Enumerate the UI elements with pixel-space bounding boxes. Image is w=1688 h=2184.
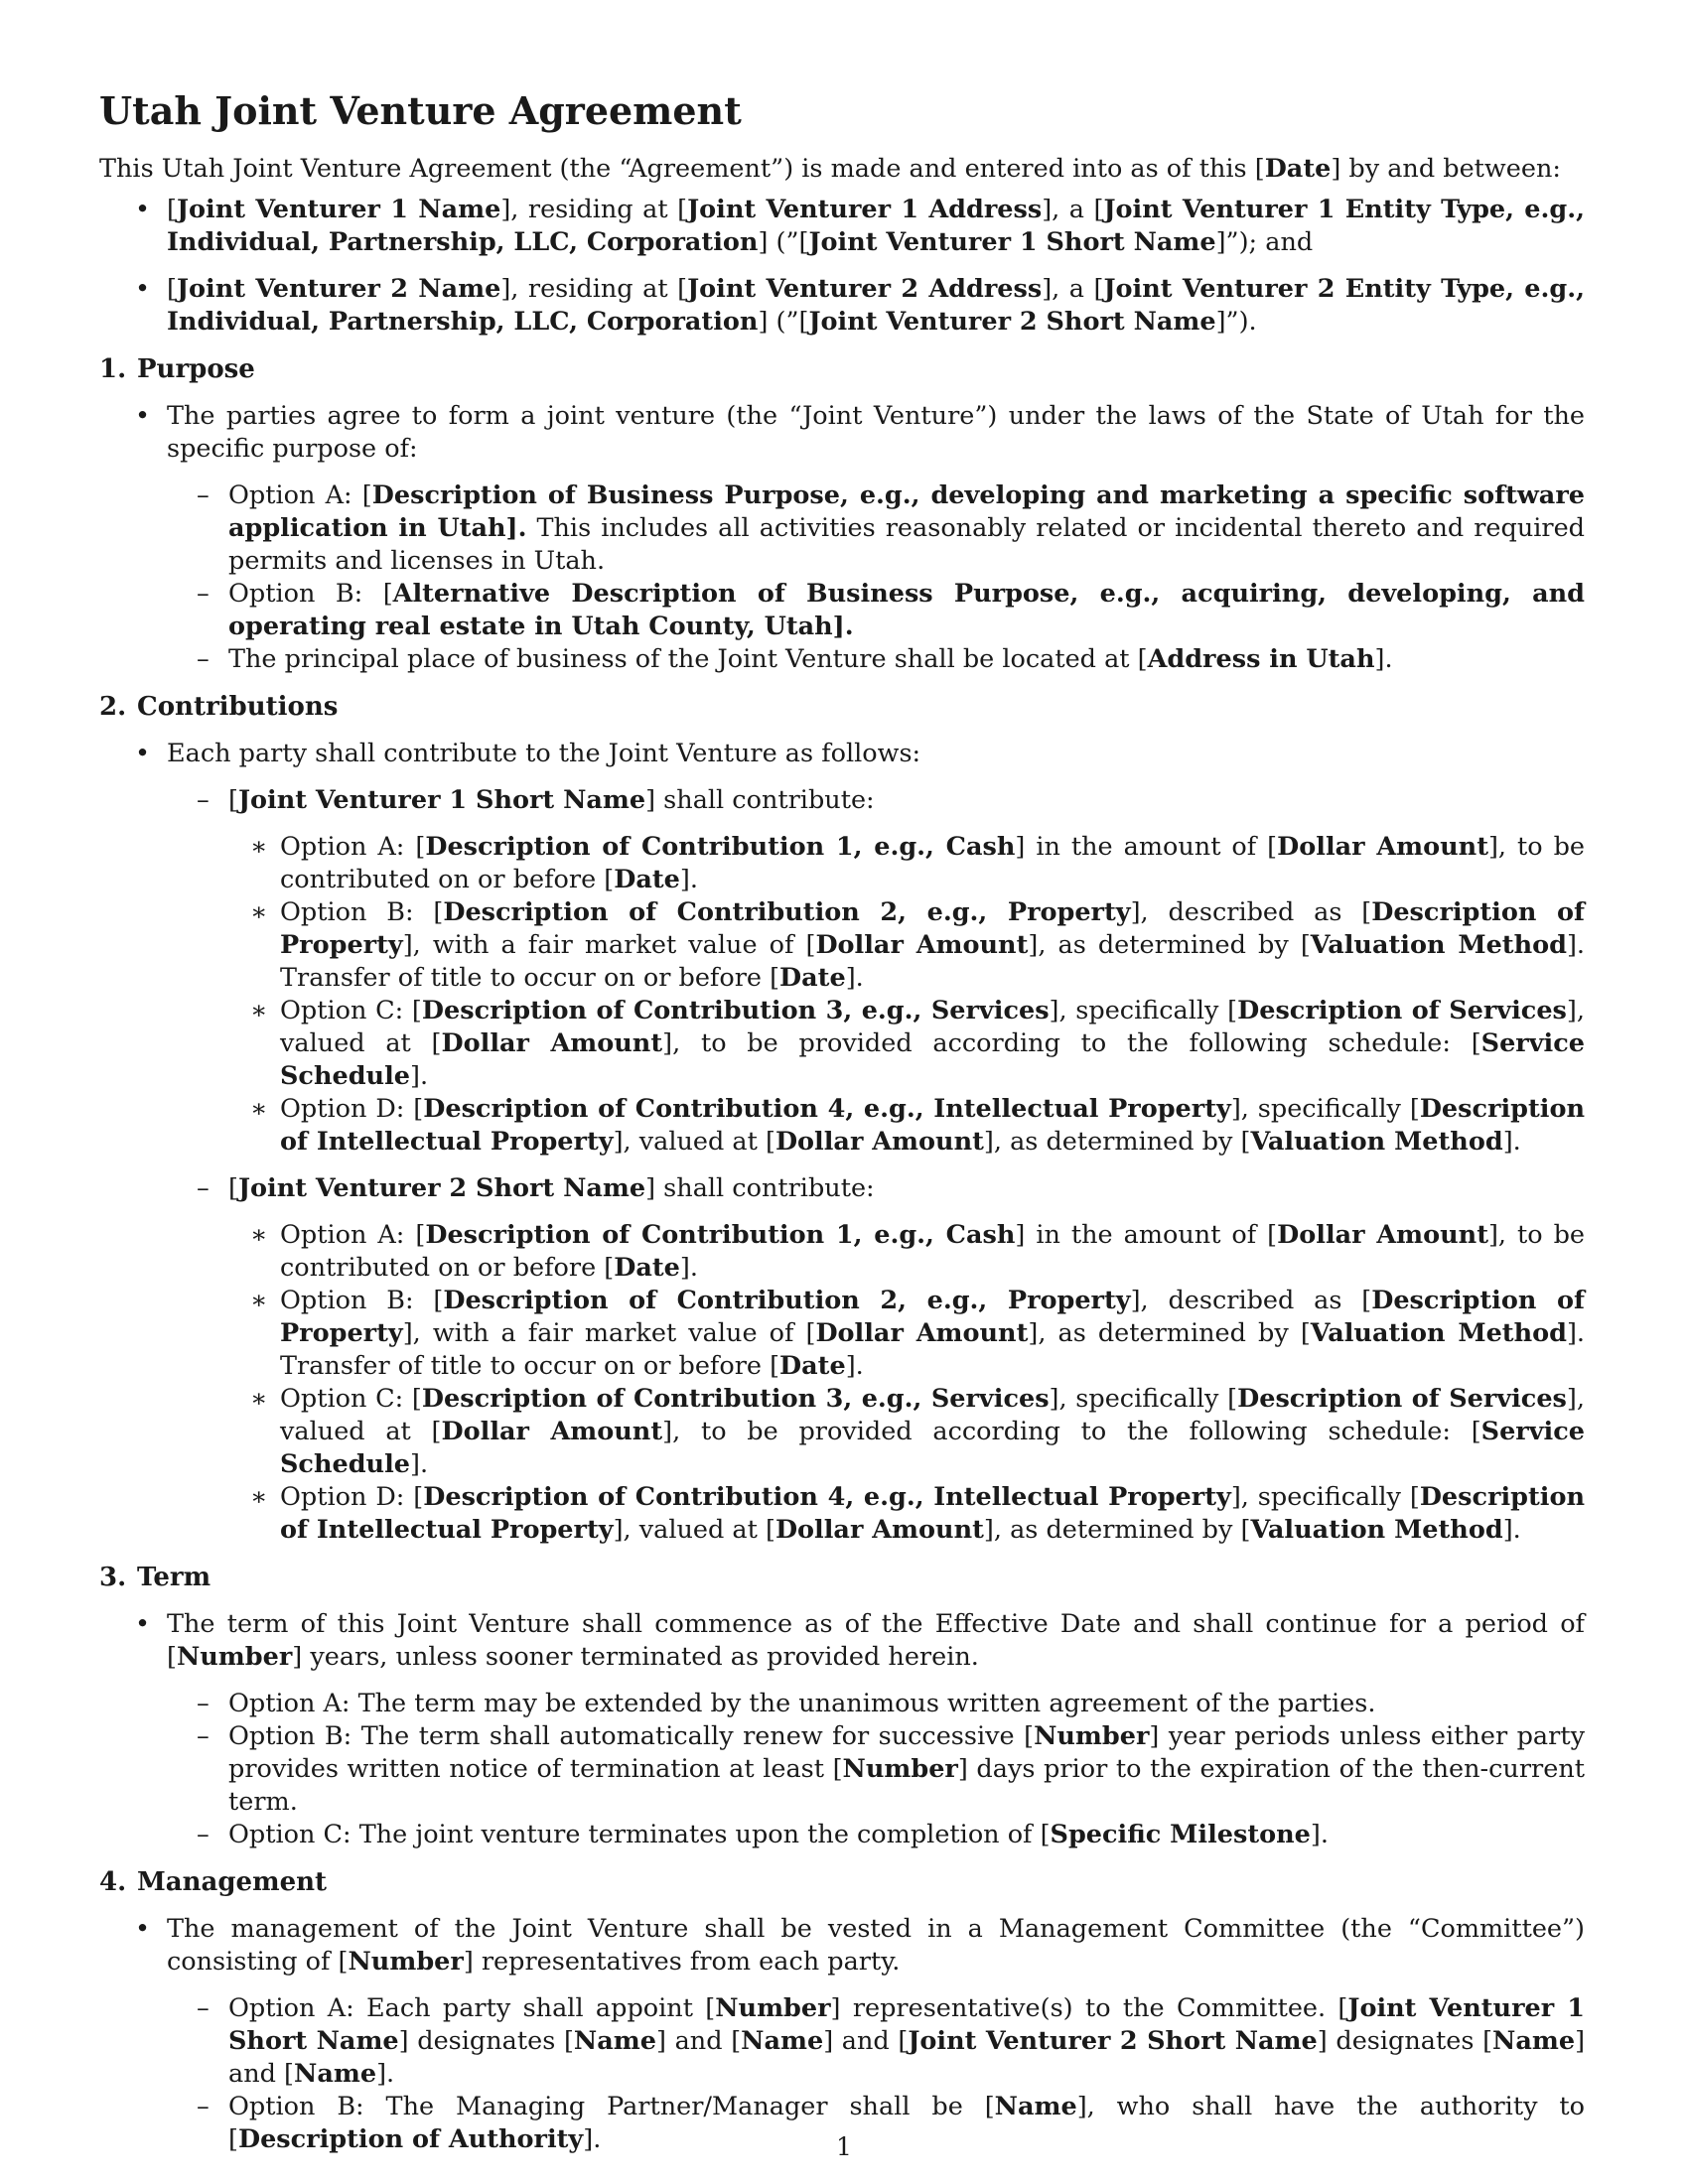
jv2-option-c: ∗ Option C: [Description of Contribution 3, e.g., Services], specifically [Description of Services], valued at [Dollar Amount], to be provided according to the following schedule: [Service Schedule].: [228, 1383, 1585, 1481]
purpose-option-b: – Option B: [Alternative Description of Business Purpose, e.g., acquiring, developing, and operating real estate in Utah County, Utah].: [167, 578, 1585, 643]
contributors-list: [167, 784, 1585, 1547]
jv2-option-b: ∗ Option B: [Description of Contribution 2, e.g., Property], described as [Description of Property], with a fair market value of [Dollar Amount], as determined by [Valuation Method]. Transfer of title to occur on or before [Date].: [228, 1285, 1585, 1383]
party-1: • [Joint Venturer 1 Name], residing at [Joint Venturer 1 Address], a [Joint Venturer 1 Entity Type, e.g., Individual, Partnership, LLC, Corporation] (”[Joint Venturer 1 Short Name]”); and: [99, 194, 1585, 259]
jv1-option-a: ∗ Option A: [Description of Contribution 1, e.g., Cash] in the amount of [Dollar Amount], to be contributed on or before [Date].: [228, 831, 1585, 896]
jv1-contributions: – [Joint Venturer 1 Short Name] shall contribute: ∗ Option A: [Description of Contribution 1, e.g., Cash] in the amount of [Dollar Amount], to be contributed on or before [Date]. ∗ Option B: [Description of Contribution 2, e.g., Property], described as [Description of Property], with a fair market value of [Dollar Amount], as determined by [Valuation Method]. Transfer of title to occur on or before [Date]. ∗ Option C: [Description of Contribution 3, e.g., Services], specifically [Description of Services], valued at [Dollar Amount], to be provided according to the following schedule: [Service Schedule]. ∗ Option D: [Description of Contribution 4, e.g., Intellectual Property], specifically [Description of Intellectual Property], valued at [Dollar Amount], as determined by [Valuation Method].: [167, 784, 1585, 1159]
term-option-b: – Option B: The term shall automatically renew for successive [Number] year periods unless either party provides written notice of termination at least [Number] days prior to the expiration of the then-current term.: [167, 1720, 1585, 1819]
document-page: [99, 87, 1585, 2170]
term-option-c: – Option C: The joint venture terminates upon the completion of [Specific Milestone].: [167, 1819, 1585, 1851]
purpose-bullet: • The parties agree to form a joint venture (the “Joint Venture”) under the laws of the State of Utah for the specific purpose of: – Option A: [Description of Business Purpose, e.g., developing and marketing a specific software application in Utah]. This includes all activities reasonably related or incidental thereto and required permits and licenses in Utah. – Option B: [Alternative Description of Business Purpose, e.g., acquiring, developing, and operating real estate in Utah County, Utah]. – The principal place of business of the Joint Venture shall be located at [Address in Utah].: [99, 400, 1585, 676]
section-heading-purpose: 1. Purpose: [99, 354, 255, 384]
jv2-option-a: ∗ Option A: [Description of Contribution 1, e.g., Cash] in the amount of [Dollar Amount], to be contributed on or before [Date].: [228, 1219, 1585, 1285]
jv2-option-d: ∗ Option D: [Description of Contribution 4, e.g., Intellectual Property], specifically [Description of Intellectual Property], valued at [Dollar Amount], as determined by [Valuation Method].: [228, 1481, 1585, 1547]
term-options: [167, 1688, 1585, 1851]
term-list: [99, 1608, 1585, 1851]
management-option-a: – Option A: Each party shall appoint [Number] representative(s) to the Committee. [Joint Venturer 1 Short Name] designates [Name] and [Name] and [Joint Venturer 2 Short Name] designates [Name] and [Name].: [167, 1992, 1585, 2091]
page-number: 1: [836, 2132, 852, 2161]
jv1-option-b: ∗ Option B: [Description of Contribution 2, e.g., Property], described as [Description of Property], with a fair market value of [Dollar Amount], as determined by [Valuation Method]. Transfer of title to occur on or before [Date].: [228, 896, 1585, 995]
section-heading-contributions: 2. Contributions: [99, 692, 339, 722]
jv2-contributions: – [Joint Venturer 2 Short Name] shall contribute: ∗ Option A: [Description of Contribution 1, e.g., Cash] in the amount of [Dollar Amount], to be contributed on or before [Date]. ∗ Option B: [Description of Contribution 2, e.g., Property], described as [Description of Property], with a fair market value of [Dollar Amount], as determined by [Valuation Method]. Transfer of title to occur on or before [Date]. ∗ Option C: [Description of Contribution 3, e.g., Services], specifically [Description of Services], valued at [Dollar Amount], to be provided according to the following schedule: [Service Schedule]. ∗ Option D: [Description of Contribution 4, e.g., Intellectual Property], specifically [Description of Intellectual Property], valued at [Dollar Amount], as determined by [Valuation Method].: [167, 1172, 1585, 1547]
document-title: Utah Joint Venture Agreement: [99, 88, 742, 133]
term-bullet: • The term of this Joint Venture shall commence as of the Effective Date and shall continue for a period of [Number] years, unless sooner terminated as provided herein. – Option A: The term may be extended by the unanimous written agreement of the parties. – Option B: The term shall automatically renew for successive [Number] year periods unless either party provides written notice of termination at least [Number] days prior to the expiration of the then-current term. – Option C: The joint venture terminates upon the completion of [Specific Milestone].: [99, 1608, 1585, 1851]
jv1-contribution-options: [228, 831, 1585, 1159]
section-heading-management: 4. Management: [99, 1867, 328, 1897]
purpose-options: [167, 479, 1585, 676]
purpose-option-a: – Option A: [Description of Business Purpose, e.g., developing and marketing a specific software application in Utah]. This includes all activities reasonably related or incidental thereto and required permits and licenses in Utah.: [167, 479, 1585, 578]
jv2-contribution-options: [228, 1219, 1585, 1547]
party-2: • [Joint Venturer 2 Name], residing at [Joint Venturer 2 Address], a [Joint Venturer 2 Entity Type, e.g., Individual, Partnership, LLC, Corporation] (”[Joint Venturer 2 Short Name]”).: [99, 273, 1585, 339]
management-list: [99, 1913, 1585, 2156]
management-bullet: • The management of the Joint Venture shall be vested in a Management Committee (the “Committee”) consisting of [Number] representatives from each party. – Option A: Each party shall appoint [Number] representative(s) to the Committee. [Joint Venturer 1 Short Name] designates [Name] and [Name] and [Joint Venturer 2 Short Name] designates [Name] and [Name]. – Option B: The Managing Partner/Manager shall be [Name], who shall have the authority to [Description of Authority].: [99, 1913, 1585, 2156]
purpose-list: [99, 400, 1585, 676]
intro-paragraph: This Utah Joint Venture Agreement (the “Agreement”) is made and entered into as of this [Date] by and between:: [99, 154, 1561, 184]
contributions-list: [99, 738, 1585, 1547]
jv1-option-c: ∗ Option C: [Description of Contribution 3, e.g., Services], specifically [Description of Services], valued at [Dollar Amount], to be provided according to the following schedule: [Service Schedule].: [228, 995, 1585, 1093]
section-heading-term: 3. Term: [99, 1563, 211, 1592]
term-option-a: – Option A: The term may be extended by the unanimous written agreement of the parties.: [167, 1688, 1585, 1720]
contributions-bullet: • Each party shall contribute to the Joint Venture as follows: – [Joint Venturer 1 Short Name] shall contribute: ∗ Option A: [Description of Contribution 1, e.g., Cash] in the amount of [Dollar Amount], to be contributed on or before [Date]. ∗ Option B: [Description of Contribution 2, e.g., Property], described as [Description of Property], with a fair market value of [Dollar Amount], as determined by [Valuation Method]. Transfer of title to occur on or before [Date]. ∗ Option C: [Description of Contribution 3, e.g., Services], specifically [Description of Services], valued at [Dollar Amount], to be provided according to the following schedule: [Service Schedule]. ∗ Option D: [Description of Contribution 4, e.g., Intellectual Property], specifically [Description of Intellectual Property], valued at [Dollar Amount], as determined by [Valuation Method]. – [Joint Venturer 2 Short Name] shall contribute: ∗ Option A: [Description of Contribution 1, e.g., Cash] in the amount of [Dollar Amount], to be contributed on or before [Date]. ∗ Option B: [Description of Contribution 2, e.g., Property], described as [Description of Property], with a fair market value of [Dollar Amount], as determined by [Valuation Method]. Transfer of title to occur on or before [Date]. ∗ Option C: [Description of Contribution 3, e.g., Services], specifically [Description of Services], valued at [Dollar Amount], to be provided according to the following schedule: [Service Schedule]. ∗ Option D: [Description of Contribution 4, e.g., Intellectual Property], specifically [Description of Intellectual Property], valued at [Dollar Amount], as determined by [Valuation Method].: [99, 738, 1585, 1547]
management-option-b: – Option B: The Managing Partner/Manager shall be [Name], who shall have the authority to [Description of Authority].: [167, 2091, 1585, 2156]
parties-list: [99, 194, 1585, 339]
jv1-option-d: ∗ Option D: [Description of Contribution 4, e.g., Intellectual Property], specifically [Description of Intellectual Property], valued at [Dollar Amount], as determined by [Valuation Method].: [228, 1093, 1585, 1159]
principal-place: – The principal place of business of the Joint Venture shall be located at [Address in Utah].: [167, 643, 1585, 676]
